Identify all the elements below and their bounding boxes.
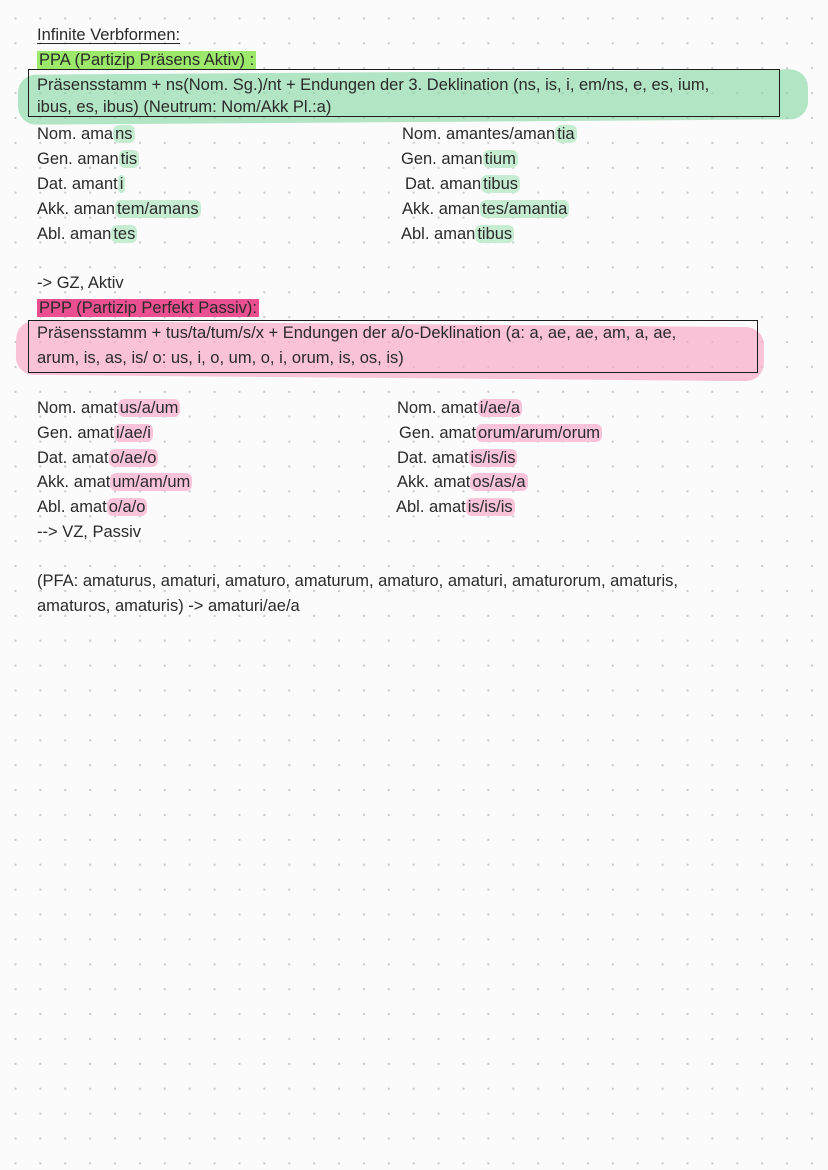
ending-highlight: tium [484, 150, 516, 168]
ppa-rule-line-1: Präsensstamm + ns(Nom. Sg.)/nt + Endungen der 3. Deklination (ns, is, i, em/ns, e, es, ium, [37, 76, 710, 94]
ppp-title-text: PPP (Partizip Perfekt Passiv): [39, 299, 257, 317]
ppp-title [37, 297, 259, 319]
ppp-sg-row: Nom. amat us/a/um [37, 399, 179, 417]
ppa-pl-row: Nom. amantes/aman tia [402, 125, 575, 143]
ppa-sg-row: Gen. aman tis [37, 150, 138, 168]
ending-highlight: i/ae/a [479, 399, 521, 417]
ppa-pl-row: Akk. aman tes/amantia [402, 200, 568, 218]
ppa-title [37, 49, 256, 71]
ppp-pl-row: Dat. amat is/is/is [397, 449, 516, 467]
ppp-note: --> VZ, Passiv [37, 523, 142, 541]
ppp-sg-row: Akk. amat um/am/um [37, 473, 191, 491]
ppa-note: -> GZ, Aktiv [37, 274, 124, 292]
ppp-sg-row: Gen. amat i/ae/i [37, 424, 151, 442]
page-heading: Infinite Verbformen: [37, 26, 181, 44]
ppa-pl-row: Dat. aman tibus [405, 175, 518, 193]
ppp-pl-row: Gen. amat orum/arum/orum [399, 424, 600, 442]
ppa-pl-row: Abl. aman tibus [401, 225, 513, 243]
ending-highlight: us/a/um [119, 399, 179, 417]
ending-highlight: tes [113, 225, 136, 243]
ending-highlight: ns [115, 125, 133, 143]
ppa-sg-row: Abl. aman tes [37, 225, 136, 243]
ppp-pl-row: Nom. amat i/ae/a [397, 399, 521, 417]
ending-highlight: tibus [483, 175, 518, 193]
pfa-line-1: (PFA: amaturus, amaturi, amaturo, amaturum, amaturo, amaturi, amaturorum, amaturis, [37, 572, 678, 590]
ending-highlight: tem/amans [116, 200, 199, 218]
ppp-pl-row: Akk. amat os/as/a [397, 473, 526, 491]
ppp-sg-row: Abl. amat o/a/o [37, 498, 146, 516]
ppa-pl-row: Gen. aman tium [401, 150, 516, 168]
ending-highlight: um/am/um [112, 473, 191, 491]
pfa-line-2: amaturos, amaturis) -> amaturi/ae/a [37, 597, 300, 615]
ppa-sg-row: Dat. amant i [37, 175, 124, 193]
ppp-pl-row: Abl. amat is/is/is [396, 498, 513, 516]
ppa-sg-row: Nom. ama ns [37, 125, 133, 143]
ending-highlight: os/as/a [472, 473, 526, 491]
ending-highlight: i/ae/i [116, 424, 151, 442]
ending-highlight: o/ae/o [110, 449, 157, 467]
ppa-rule-line-2: ibus, es, ibus) (Neutrum: Nom/Akk Pl.:a) [37, 98, 332, 116]
ending-highlight: tes/amantia [481, 200, 568, 218]
ending-highlight: i [119, 175, 124, 193]
ppp-rule-line-1: Präsensstamm + tus/ta/tum/s/x + Endungen der a/o-Deklination (a: a, ae, ae, am, a, ae, [37, 324, 677, 342]
ending-highlight: is/is/is [470, 449, 516, 467]
ppa-sg-row: Akk. aman tem/amans [37, 200, 199, 218]
ppp-sg-row: Dat. amat o/ae/o [37, 449, 157, 467]
ending-highlight: orum/arum/orum [478, 424, 600, 442]
ending-highlight: o/a/o [108, 498, 146, 516]
ending-highlight: tibus [477, 225, 513, 243]
ending-highlight: tis [120, 150, 138, 168]
ppa-title-text: PPA (Partizip Präsens Aktiv) : [39, 51, 255, 69]
ending-highlight: is/is/is [467, 498, 513, 516]
ending-highlight: tia [557, 125, 575, 143]
ppp-rule-line-2: arum, is, as, is/ o: us, i, o, um, o, i, orum, is, os, is) [37, 349, 404, 367]
